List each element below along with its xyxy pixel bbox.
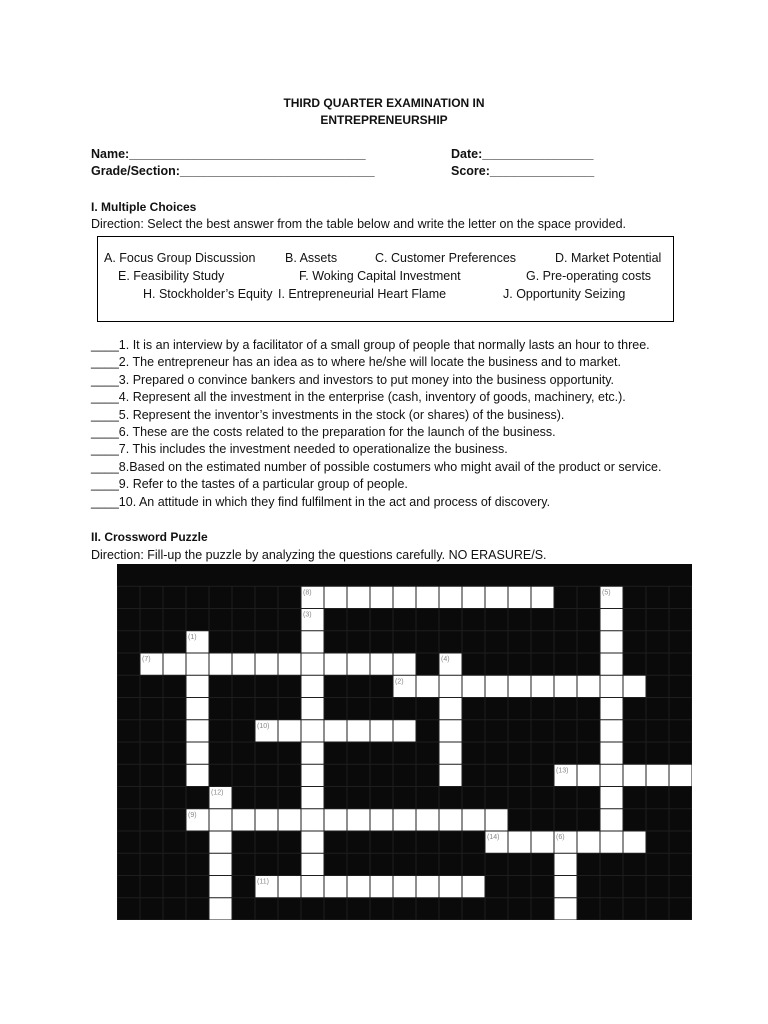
crossword-cell[interactable]: [325, 876, 347, 897]
crossword-cell[interactable]: [302, 854, 324, 875]
crossword-cell[interactable]: [164, 654, 186, 675]
crossword-cell[interactable]: [302, 631, 324, 652]
crossword-cell[interactable]: [578, 832, 600, 853]
section-2-heading: II. Crossword Puzzle: [91, 530, 208, 544]
choice-b: B. Assets: [285, 251, 338, 265]
crossword-cell[interactable]: [509, 587, 531, 608]
crossword-cell[interactable]: [486, 809, 508, 830]
crossword-cell[interactable]: [187, 654, 209, 675]
crossword-cell[interactable]: [233, 809, 255, 830]
choice-a: A. Focus Group Discussion: [104, 251, 256, 265]
choice-j: J. Opportunity Seizing: [503, 287, 626, 301]
question-8[interactable]: ____8.Based on the estimated number of possible costumers who might avail of the product or service.: [91, 460, 662, 474]
crossword-cell[interactable]: [302, 787, 324, 808]
clue-number-label: (7): [142, 656, 151, 663]
crossword-cell[interactable]: [463, 587, 485, 608]
choice-h: H. Stockholder’s Equity: [143, 287, 273, 301]
crossword-cell[interactable]: [187, 720, 209, 741]
question-4[interactable]: ____4. Represent all the investment in the enterprise (cash, inventory of goods, machinery, etc.).: [91, 390, 626, 404]
crossword-cell[interactable]: [279, 720, 301, 741]
crossword-cell[interactable]: [394, 809, 416, 830]
question-7[interactable]: ____7. This includes the investment needed to operationalize the business.: [91, 442, 508, 456]
crossword-cell[interactable]: [601, 743, 623, 764]
choice-i: I. Entrepreneurial Heart Flame: [278, 287, 447, 301]
crossword-cell[interactable]: [302, 765, 324, 786]
crossword-cell[interactable]: [394, 876, 416, 897]
crossword-cell[interactable]: [371, 809, 393, 830]
crossword-cell[interactable]: [601, 720, 623, 741]
crossword-cell[interactable]: [302, 676, 324, 697]
crossword-cell[interactable]: [532, 832, 554, 853]
crossword-cell[interactable]: [394, 587, 416, 608]
crossword-cell[interactable]: [624, 765, 646, 786]
crossword-cell[interactable]: [670, 765, 692, 786]
title-line-1: THIRD QUARTER EXAMINATION IN: [283, 96, 485, 110]
question-2[interactable]: ____2. The entrepreneur has an idea as to where he/she will locate the business and to market.: [91, 355, 621, 369]
crossword-cell[interactable]: [302, 743, 324, 764]
crossword-cell[interactable]: [279, 809, 301, 830]
question-1[interactable]: ____1. It is an interview by a facilitator of a small group of people that normally lasts an hour to three.: [91, 338, 650, 352]
crossword-cell[interactable]: [279, 654, 301, 675]
clue-number-label: (1): [188, 633, 197, 641]
crossword-cell[interactable]: [440, 720, 462, 741]
question-6[interactable]: ____6. These are the costs related to the preparation for the launch of the business.: [91, 425, 556, 439]
crossword-cell[interactable]: [486, 587, 508, 608]
crossword-cell[interactable]: [440, 698, 462, 719]
clue-number-label: (5): [602, 589, 611, 597]
crossword-cell[interactable]: [325, 720, 347, 741]
crossword-cell[interactable]: [210, 876, 232, 897]
crossword-cell[interactable]: [187, 743, 209, 764]
crossword-cell[interactable]: [210, 654, 232, 675]
crossword-cell[interactable]: [555, 854, 577, 875]
crossword-cell[interactable]: [348, 654, 370, 675]
crossword-cell[interactable]: [256, 654, 278, 675]
crossword-cell[interactable]: [601, 654, 623, 675]
crossword-cell[interactable]: [394, 654, 416, 675]
crossword-cell[interactable]: [417, 587, 439, 608]
crossword-cell[interactable]: [440, 809, 462, 830]
crossword-cell[interactable]: [624, 676, 646, 697]
crossword-cell[interactable]: [417, 809, 439, 830]
crossword-cell[interactable]: [555, 898, 577, 919]
crossword-cell[interactable]: [210, 832, 232, 853]
crossword-cell[interactable]: [187, 676, 209, 697]
clue-number-label: (2): [395, 678, 404, 686]
crossword-cell[interactable]: [417, 676, 439, 697]
crossword-grid: [117, 564, 692, 920]
crossword-cell[interactable]: [371, 876, 393, 897]
crossword-cell[interactable]: [302, 654, 324, 675]
crossword-cell[interactable]: [302, 876, 324, 897]
clue-number-label: (8): [303, 589, 312, 597]
crossword-cell[interactable]: [302, 832, 324, 853]
choice-g: G. Pre-operating costs: [526, 269, 652, 283]
crossword-cell[interactable]: [302, 720, 324, 741]
question-10[interactable]: ____10. An attitude in which they find fulfilment in the act and process of discovery.: [91, 495, 551, 509]
crossword-cell[interactable]: [187, 698, 209, 719]
crossword-cell[interactable]: [394, 720, 416, 741]
choices-box: [97, 236, 674, 322]
question-3[interactable]: ____3. Prepared o convince bankers and investors to put money into the business opportunity.: [91, 373, 615, 387]
clue-number-label: (3): [303, 611, 312, 619]
clue-number-label: (12): [211, 789, 224, 797]
score-field[interactable]: Score:_______________: [451, 164, 595, 178]
choice-c: C. Customer Preferences: [375, 251, 517, 265]
crossword-cell[interactable]: [486, 676, 508, 697]
crossword-cell[interactable]: [348, 587, 370, 608]
crossword-cell[interactable]: [440, 743, 462, 764]
clue-number-label: (10): [257, 722, 270, 730]
crossword-cell[interactable]: [325, 809, 347, 830]
title-line-2: ENTREPRENEURSHIP: [320, 113, 448, 127]
section-1-heading: I. Multiple Choices: [91, 200, 197, 214]
clue-number-label: (14): [487, 834, 500, 841]
crossword-cell[interactable]: [463, 676, 485, 697]
grade-section-field[interactable]: Grade/Section:____________________________: [91, 164, 375, 178]
crossword-cell[interactable]: [279, 876, 301, 897]
crossword-cell[interactable]: [555, 676, 577, 697]
crossword-cell[interactable]: [601, 765, 623, 786]
clue-number-label: (6): [556, 834, 565, 841]
crossword-cell[interactable]: [371, 587, 393, 608]
crossword-cell[interactable]: [210, 898, 232, 919]
clue-number-label: (9): [188, 811, 197, 819]
crossword-cell[interactable]: [440, 676, 462, 697]
crossword-cell[interactable]: [417, 876, 439, 897]
crossword-cell[interactable]: [440, 587, 462, 608]
crossword-cell[interactable]: [601, 676, 623, 697]
crossword-cell[interactable]: [463, 876, 485, 897]
crossword-cell[interactable]: [509, 832, 531, 853]
crossword-cell[interactable]: [371, 654, 393, 675]
crossword-cell[interactable]: [532, 587, 554, 608]
crossword-cell[interactable]: [532, 676, 554, 697]
crossword-cell[interactable]: [578, 765, 600, 786]
crossword-cell[interactable]: [440, 765, 462, 786]
choice-d: D. Market Potential: [555, 251, 662, 265]
crossword-cell[interactable]: [210, 854, 232, 875]
name-field[interactable]: Name:__________________________________: [91, 147, 366, 161]
question-9[interactable]: ____9. Refer to the tastes of a particular group of people.: [91, 477, 408, 491]
clue-number-label: (11): [257, 878, 269, 886]
crossword-cell[interactable]: [187, 765, 209, 786]
crossword-cell[interactable]: [601, 698, 623, 719]
crossword-cell[interactable]: [509, 676, 531, 697]
crossword-cell[interactable]: [601, 787, 623, 808]
crossword-cell[interactable]: [348, 876, 370, 897]
crossword-cell[interactable]: [624, 832, 646, 853]
crossword-cell[interactable]: [578, 676, 600, 697]
clue-number-label: (4): [441, 656, 450, 663]
crossword-cell[interactable]: [463, 809, 485, 830]
crossword-cell[interactable]: [348, 720, 370, 741]
crossword-cell[interactable]: [302, 809, 324, 830]
crossword-cell[interactable]: [256, 809, 278, 830]
crossword-cell[interactable]: [647, 765, 669, 786]
choice-f: F. Woking Capital Investment: [299, 269, 461, 283]
crossword-cell[interactable]: [302, 698, 324, 719]
section-1-direction: Direction: Select the best answer from the table below and write the letter on the space provided.: [91, 217, 627, 231]
crossword-cell[interactable]: [325, 587, 347, 608]
crossword-cell[interactable]: [371, 720, 393, 741]
crossword-cell[interactable]: [601, 609, 623, 630]
crossword-cell[interactable]: [233, 654, 255, 675]
clue-number-label: (13): [556, 767, 569, 775]
crossword-cell[interactable]: [210, 809, 232, 830]
crossword-cell[interactable]: [601, 809, 623, 830]
date-field[interactable]: Date:________________: [451, 147, 594, 161]
crossword-cell[interactable]: [325, 654, 347, 675]
section-2-direction: Direction: Fill-up the puzzle by analyzing the questions carefully. NO ERASURE/S.: [91, 548, 547, 562]
crossword-cell[interactable]: [555, 876, 577, 897]
choice-e: E. Feasibility Study: [118, 269, 225, 283]
crossword-cell[interactable]: [440, 876, 462, 897]
crossword-cell[interactable]: [601, 631, 623, 652]
question-5[interactable]: ____5. Represent the inventor’s investments in the stock (or shares) of the business).: [91, 408, 565, 422]
crossword-cell[interactable]: [601, 832, 623, 853]
crossword-cell[interactable]: [348, 809, 370, 830]
